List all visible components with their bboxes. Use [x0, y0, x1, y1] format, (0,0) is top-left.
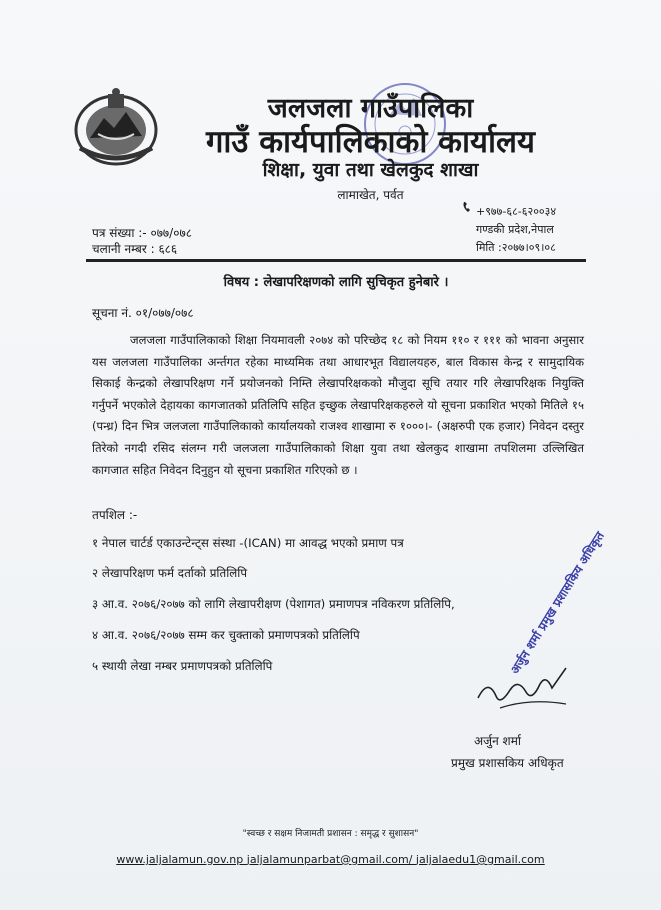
email-link-1[interactable]: jaljalamunparbat@gmail.com/ — [246, 853, 413, 866]
phone-number: +९७७-६८-६२००३४ — [476, 205, 557, 218]
list-item: १ नेपाल चार्टर्ड एकाउन्टेन्ट्स संस्था -(ICAN) मा आवद्ध भएको प्रमाण पत्र — [92, 536, 404, 550]
list-item: ५ स्थायी लेखा नम्बर प्रमाणपत्रको प्रतिलिपि — [92, 659, 273, 673]
header-divider — [86, 259, 586, 262]
notice-number: सूचना नं. ०१/०७७/०७८ — [92, 306, 194, 320]
slogan: "स्वच्छ र सक्षम निजामती प्रशासन : समृद्ध र सुशासन" — [242, 829, 419, 839]
handwritten-signature-icon — [470, 648, 620, 738]
footer-contacts — [0, 853, 661, 866]
dispatch-number: चलानी नम्बर : ६८६ — [92, 242, 178, 256]
list-heading: तपशिल :- — [92, 508, 138, 522]
email-link-2[interactable]: jaljalaedu1@gmail.com — [415, 853, 545, 866]
signature-stamp: अर्जुन शर्मा प्रमुख प्रशासकिय अधिकृत — [507, 529, 607, 677]
letter-date: मिति :२०७७।०९।०८ — [476, 241, 556, 254]
list-item: ४ आ.व. २०७६/२०७७ सम्म कर चुक्ताको प्रमाणपत्रको प्रतिलिपि — [92, 628, 360, 642]
website-link[interactable]: www.jaljalamun.gov.np — [116, 853, 244, 866]
office-name: जलजला गाउँपालिका — [267, 93, 474, 124]
subject-line: विषय : लेखापरिक्षणको लागि सुचिकृत हुनेबारे । — [223, 275, 449, 290]
province: गण्डकी प्रदेश,नेपाल — [476, 223, 554, 236]
signer-designation: प्रमुख प्रशासकिय अधिकृत — [451, 756, 564, 770]
office-address: लामाखेत, पर्वत — [337, 188, 404, 202]
department-name: शिक्षा, युवा तथा खेलकुद शाखा — [262, 159, 479, 181]
list-item: ३ आ.व. २०७६/२०७७ को लागि लेखापरीक्षण (पेशागत) प्रमाणपत्र नविकरण प्रतिलिपि, — [92, 597, 455, 611]
phone-icon — [462, 201, 474, 213]
signer-name: अर्जुन शर्मा — [474, 734, 521, 748]
letter-number: पत्र संख्या :- ०७७/०७८ — [92, 226, 192, 240]
office-title: गाउँ कार्यपालिकाको कार्यालय — [205, 124, 536, 160]
notice-body: जलजला गाउँपालिकाको शिक्षा नियमावली २०७४ को परिच्छेद १८ को नियम ११० र १११ को भावना अनुसार यस जलजला गाउँपालिका अर्न्तगत रहेका माध्यमिक तथा आधारभूत विद्यालयहरु, बाल विकास केन्द्र र सामुदायिक सिकाई केन्द्रको लेखापरिक्षण गर्ने प्रयोजनको निम्ति लेखापरिक्षकको मौजुदा सूचि तयार गरि लेखापरिक्षक नियुक्ति गर्नुपर्ने भएकोले देहायका कागजातको प्रतिलिपि सहित इच्छुक लेखापरिक्षकहरुले यो सूचना प्रकाशित भएको मितिले १५ (पन्ध्र) दिन भित्र जलजला गाउँपालिकाको कार्यालयको राजश्व शाखामा रु १०००।- (अक्षरुपी एक हजार) निवेदन दस्तुर तिरेको नगदी रसिद संलग्न गरी जलजला गाउँपालिकाको शिक्षा युवा तथा खेलकुद शाखामा तपशिलमा उल्लिखित कागजात सहित निवेदन दिनुहुन यो सूचना प्रकाशित गरिएको छ । — [92, 333, 584, 477]
list-item: २ लेखापरिक्षण फर्म दर्ताको प्रतिलिपि — [92, 566, 248, 580]
